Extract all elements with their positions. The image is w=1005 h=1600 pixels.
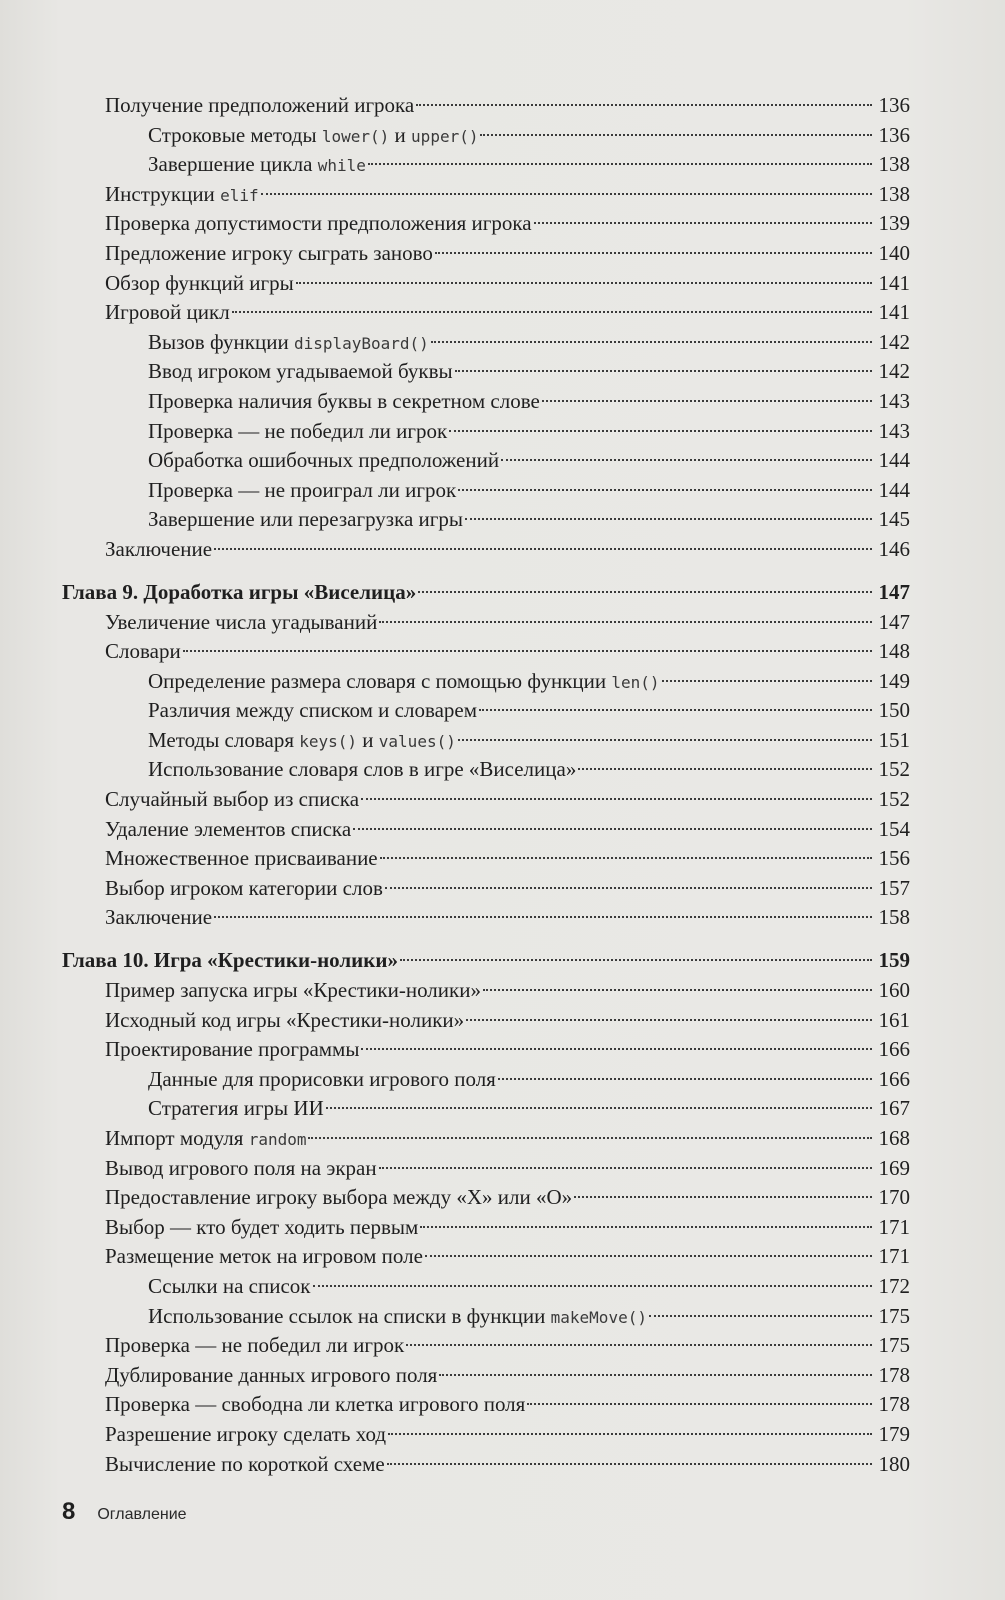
title-text: Получение предположений игрока <box>105 93 415 117</box>
toc-entry-title <box>105 1124 306 1155</box>
toc-page-number: 144 <box>878 477 910 502</box>
dot-leader <box>416 104 872 106</box>
toc-entry-title <box>148 476 456 506</box>
toc-entry <box>62 903 910 933</box>
dot-leader <box>368 163 872 165</box>
dot-leader <box>465 518 872 520</box>
toc-page-number: 172 <box>878 1273 910 1298</box>
toc-page-number: 158 <box>878 905 910 930</box>
toc-entry <box>62 446 910 476</box>
toc-page-number: 143 <box>878 418 910 443</box>
title-text: Удаление элементов списка <box>105 816 352 841</box>
toc-entry-title <box>62 577 416 608</box>
dot-leader <box>435 252 872 254</box>
toc-page-number: 157 <box>878 875 910 900</box>
dot-leader <box>480 134 872 136</box>
table-of-contents <box>62 91 910 1479</box>
toc-entry <box>62 608 910 638</box>
toc-entry <box>62 1035 910 1065</box>
code-identifier: while <box>317 156 366 176</box>
toc-entry <box>62 239 910 269</box>
toc-entry <box>62 417 910 447</box>
toc-entry <box>62 1302 910 1332</box>
dot-leader <box>296 282 872 284</box>
title-text: Пример запуска игры «Крестики-нолики» <box>105 978 481 1003</box>
dot-leader <box>501 459 872 461</box>
dot-leader <box>449 430 872 432</box>
code-identifier: len() <box>611 672 660 692</box>
toc-entry-title <box>105 844 378 874</box>
toc-entry-title <box>148 755 576 785</box>
title-text: Выбор игроком категории слов <box>105 875 383 900</box>
toc-entry <box>62 874 910 904</box>
dot-leader <box>353 828 872 830</box>
toc-page-number: 146 <box>878 536 910 561</box>
toc-entry-title <box>105 269 294 299</box>
toc-entry-title <box>148 357 453 387</box>
toc-entry <box>62 387 910 417</box>
title-text: Строковые методы <box>148 122 322 147</box>
toc-page-number: 149 <box>878 668 910 693</box>
toc-page-number: 141 <box>878 270 910 295</box>
toc-entry-title <box>105 1242 423 1272</box>
toc-entry-title <box>148 726 456 757</box>
dot-leader <box>431 341 872 343</box>
toc-page-number: 147 <box>878 609 910 634</box>
dot-leader <box>498 1078 872 1080</box>
dot-leader <box>388 1433 872 1435</box>
running-footer-label: Оглавление <box>97 1506 187 1523</box>
toc-page-number: 152 <box>878 787 910 812</box>
toc-entry <box>62 1242 910 1272</box>
title-text: Разрешение игроку сделать ход <box>105 1421 387 1446</box>
title-text: Предложение игроку сыграть заново <box>105 240 433 265</box>
dot-leader <box>379 621 872 623</box>
toc-entry <box>62 1331 910 1361</box>
toc-entry-title <box>105 1450 385 1480</box>
toc-entry <box>62 209 910 239</box>
dot-leader <box>361 798 872 800</box>
title-text: и <box>389 122 412 147</box>
page-number: 8 <box>62 1498 76 1525</box>
title-text: Проверка — не проиграл ли игрок <box>148 477 457 502</box>
toc-page-number: 152 <box>878 757 910 782</box>
toc-entry-title <box>62 945 398 976</box>
toc-page-number: 148 <box>878 639 910 664</box>
title-text: Множественное присваивание <box>105 846 378 871</box>
toc-entry <box>62 1065 910 1095</box>
toc-page-number: 166 <box>878 1066 910 1091</box>
title-text: Ввод игроком угадываемой буквы <box>148 359 453 384</box>
code-identifier: lower() <box>321 126 390 146</box>
title-text: Проектирование программы <box>105 1037 360 1062</box>
toc-entry-title <box>148 1272 311 1302</box>
title-text: Проверка — не победил ли игрок <box>105 1333 405 1358</box>
toc-entry-title <box>148 328 429 359</box>
toc-page-number: 170 <box>878 1185 910 1210</box>
toc-entry-title <box>105 1035 359 1065</box>
title-text: Словари <box>105 639 181 664</box>
toc-page-number: 175 <box>878 1333 910 1358</box>
toc-entry <box>62 1272 910 1302</box>
title-text: Дублирование данных игрового поля <box>105 1362 438 1387</box>
toc-entry-title <box>105 903 212 933</box>
title-text: Использование ссылок на списки в функции <box>148 1303 551 1328</box>
toc-page-number: 171 <box>878 1244 910 1269</box>
code-identifier: upper() <box>411 126 479 146</box>
title-text: Выбор — кто будет ходить первым <box>105 1214 419 1239</box>
title-text: Случайный выбор из списка <box>105 787 360 812</box>
title-text: Ссылки на список <box>148 1273 311 1298</box>
title-text: Проверка допустимости предположения игрока <box>105 211 532 236</box>
toc-page-number: 169 <box>878 1155 910 1180</box>
toc-page-number: 166 <box>878 1037 910 1062</box>
dot-leader <box>578 768 872 770</box>
title-text: Исходный код игры «Крестики-нолики» <box>105 1007 465 1032</box>
toc-entry <box>62 1183 910 1213</box>
toc-entry <box>62 121 910 151</box>
toc-entry <box>62 976 910 1006</box>
toc-entry-title <box>105 209 532 239</box>
toc-entry <box>62 328 910 358</box>
title-text: Заключение <box>105 905 213 930</box>
dot-leader <box>534 222 872 224</box>
title-text: Увеличение числа угадываний <box>105 609 378 634</box>
dot-leader <box>574 1196 872 1198</box>
toc-entry-title <box>148 1094 324 1124</box>
dot-leader <box>183 650 872 652</box>
title-text: Заключение <box>105 536 213 561</box>
toc-entry-title <box>105 874 383 904</box>
toc-entry-title <box>105 1154 377 1184</box>
toc-entry <box>62 1094 910 1124</box>
toc-entry-title <box>105 180 259 211</box>
toc-entry <box>62 1124 910 1154</box>
dot-leader <box>479 709 872 711</box>
dot-leader <box>387 1463 872 1465</box>
dot-leader <box>458 489 872 491</box>
toc-entry <box>62 1213 910 1243</box>
title-text: Вычисление по короткой схеме <box>105 1451 385 1476</box>
toc-entry-title <box>105 785 359 815</box>
dot-leader <box>214 916 872 918</box>
toc-page-number: 138 <box>878 181 910 206</box>
toc-chapter-heading <box>62 945 910 976</box>
toc-entry-title <box>105 608 377 638</box>
toc-page-number: 160 <box>878 978 910 1003</box>
toc-entry-title <box>105 637 181 667</box>
code-identifier: random <box>248 1130 307 1149</box>
toc-page-number: 143 <box>878 388 910 413</box>
title-text: Обработка ошибочных предположений <box>148 448 500 473</box>
toc-entry <box>62 180 910 210</box>
toc-page-number: 142 <box>878 359 910 384</box>
title-text: Стратегия игры ИИ <box>148 1096 324 1121</box>
toc-page-number: 178 <box>878 1362 910 1387</box>
toc-entry <box>62 91 910 121</box>
toc-page-number: 156 <box>878 846 910 871</box>
toc-entry <box>62 150 910 180</box>
title-text: Импорт модуля <box>105 1126 249 1150</box>
toc-page-number: 140 <box>878 240 910 265</box>
toc-entry <box>62 269 910 299</box>
toc-chapter-heading <box>62 577 910 608</box>
toc-entry-title <box>148 417 447 447</box>
toc-page-number: 161 <box>878 1007 910 1032</box>
dot-leader <box>214 548 872 550</box>
toc-entry-title <box>148 387 540 417</box>
code-identifier: values() <box>378 731 456 751</box>
dot-leader <box>439 1374 872 1376</box>
toc-page-number: 150 <box>878 698 910 723</box>
toc-entry-title <box>105 815 351 845</box>
toc-page-number: 141 <box>878 300 910 325</box>
toc-entry-title <box>148 121 478 152</box>
toc-page-number: 178 <box>878 1392 910 1417</box>
dot-leader <box>542 400 872 402</box>
dot-leader <box>418 591 872 593</box>
title-text: Данные для прорисовки игрового поля <box>148 1066 496 1091</box>
toc-entry <box>62 726 910 756</box>
toc-entry-title <box>105 1420 386 1450</box>
toc-entry <box>62 1390 910 1420</box>
toc-page-number: 154 <box>878 816 910 841</box>
toc-entry-title <box>148 1065 496 1095</box>
title-text: Определение размера словаря с помощью функции <box>148 668 612 693</box>
page-footer <box>62 1498 187 1526</box>
dot-leader <box>261 193 872 195</box>
toc-entry-title <box>105 1390 525 1420</box>
dot-leader <box>466 1019 872 1021</box>
dot-leader <box>380 857 872 859</box>
toc-entry <box>62 637 910 667</box>
dot-leader <box>385 887 872 889</box>
toc-entry <box>62 1361 910 1391</box>
toc-entry-title <box>148 1302 647 1333</box>
toc-entry-title <box>105 1183 572 1213</box>
toc-entry-title <box>148 150 366 181</box>
code-identifier: displayBoard() <box>293 333 429 353</box>
toc-entry-title <box>148 446 499 476</box>
toc-entry <box>62 815 910 845</box>
toc-entry <box>62 535 910 565</box>
toc-entry <box>62 1154 910 1184</box>
toc-page-number: 180 <box>878 1451 910 1476</box>
title-text: Методы словаря <box>148 727 300 752</box>
toc-page-number: 138 <box>878 152 910 177</box>
toc-entry <box>62 755 910 785</box>
dot-leader <box>313 1285 873 1287</box>
dot-leader <box>662 680 872 682</box>
toc-entry-title <box>105 1006 464 1036</box>
dot-leader <box>420 1226 872 1228</box>
toc-page-number: 167 <box>878 1096 910 1121</box>
toc-page-number: 142 <box>878 329 910 354</box>
title-text: Завершение или перезагрузка игры <box>148 507 463 532</box>
code-identifier: keys() <box>299 731 358 751</box>
toc-entry <box>62 1450 910 1480</box>
toc-page-number: 147 <box>878 579 910 604</box>
title-text: Инструкции <box>105 181 221 206</box>
toc-page-number: 136 <box>878 93 910 117</box>
toc-entry <box>62 357 910 387</box>
toc-page-number: 136 <box>878 122 910 147</box>
toc-entry-title <box>105 91 414 121</box>
dot-leader <box>379 1167 872 1169</box>
title-text: Глава 9. Доработка игры «Виселица» <box>62 579 417 604</box>
toc-entry <box>62 844 910 874</box>
dot-leader <box>308 1137 872 1139</box>
toc-page-number: 168 <box>878 1126 910 1150</box>
toc-entry-title <box>105 1213 418 1243</box>
code-identifier: makeMove() <box>550 1307 647 1327</box>
title-text: Использование словаря слов в игре «Виселица» <box>148 757 577 782</box>
dot-leader <box>406 1344 872 1346</box>
toc-entry <box>62 298 910 328</box>
title-text: Вывод игрового поля на экран <box>105 1155 377 1180</box>
title-text: и <box>357 727 379 752</box>
title-text: Размещение меток на игровом поле <box>105 1244 423 1269</box>
toc-entry-title <box>105 976 481 1006</box>
toc-page-number: 175 <box>878 1303 910 1328</box>
title-text: Проверка — свободна ли клетка игрового поля <box>105 1392 526 1417</box>
toc-page-number: 145 <box>878 507 910 532</box>
dot-leader <box>400 959 872 961</box>
toc-page-number: 139 <box>878 211 910 236</box>
dot-leader <box>649 1315 872 1317</box>
toc-entry <box>62 476 910 506</box>
toc-entry-title <box>105 1331 404 1361</box>
title-text: Обзор функций игры <box>105 270 294 295</box>
toc-entry-title <box>105 239 433 269</box>
toc-entry <box>62 667 910 697</box>
dot-leader <box>483 989 872 991</box>
toc-page-number: 151 <box>878 727 910 752</box>
toc-entry-title <box>105 1361 437 1391</box>
dot-leader <box>232 311 872 313</box>
dot-leader <box>361 1048 872 1050</box>
toc-entry <box>62 785 910 815</box>
toc-page-number: 144 <box>878 448 910 473</box>
toc-page-number: 159 <box>878 948 910 973</box>
toc-entry <box>62 1006 910 1036</box>
toc-entry-title <box>148 667 660 698</box>
toc-entry-title <box>148 505 463 535</box>
title-text: Различия между списком и словарем <box>148 698 478 723</box>
dot-leader <box>425 1255 872 1257</box>
toc-entry <box>62 505 910 535</box>
toc-entry-title <box>105 298 230 328</box>
dot-leader <box>326 1107 872 1109</box>
code-identifier: elif <box>220 185 259 205</box>
toc-page-number: 171 <box>878 1214 910 1239</box>
dot-leader <box>458 739 872 741</box>
title-text: Вызов функции <box>148 329 294 354</box>
toc-entry-title <box>105 535 212 565</box>
title-text: Предоставление игроку выбора между «Х» или «О» <box>105 1185 573 1210</box>
title-text: Игровой цикл <box>105 300 230 325</box>
title-text: Проверка наличия буквы в секретном слове <box>148 388 540 413</box>
toc-entry-title <box>148 696 477 726</box>
title-text: Проверка — не победил ли игрок <box>148 418 448 443</box>
toc-page-number: 179 <box>878 1421 910 1446</box>
dot-leader <box>527 1403 872 1405</box>
toc-entry <box>62 696 910 726</box>
title-text: Глава 10. Игра «Крестики-нолики» <box>62 948 398 973</box>
toc-entry <box>62 1420 910 1450</box>
dot-leader <box>455 370 872 372</box>
title-text: Завершение цикла <box>148 152 318 177</box>
